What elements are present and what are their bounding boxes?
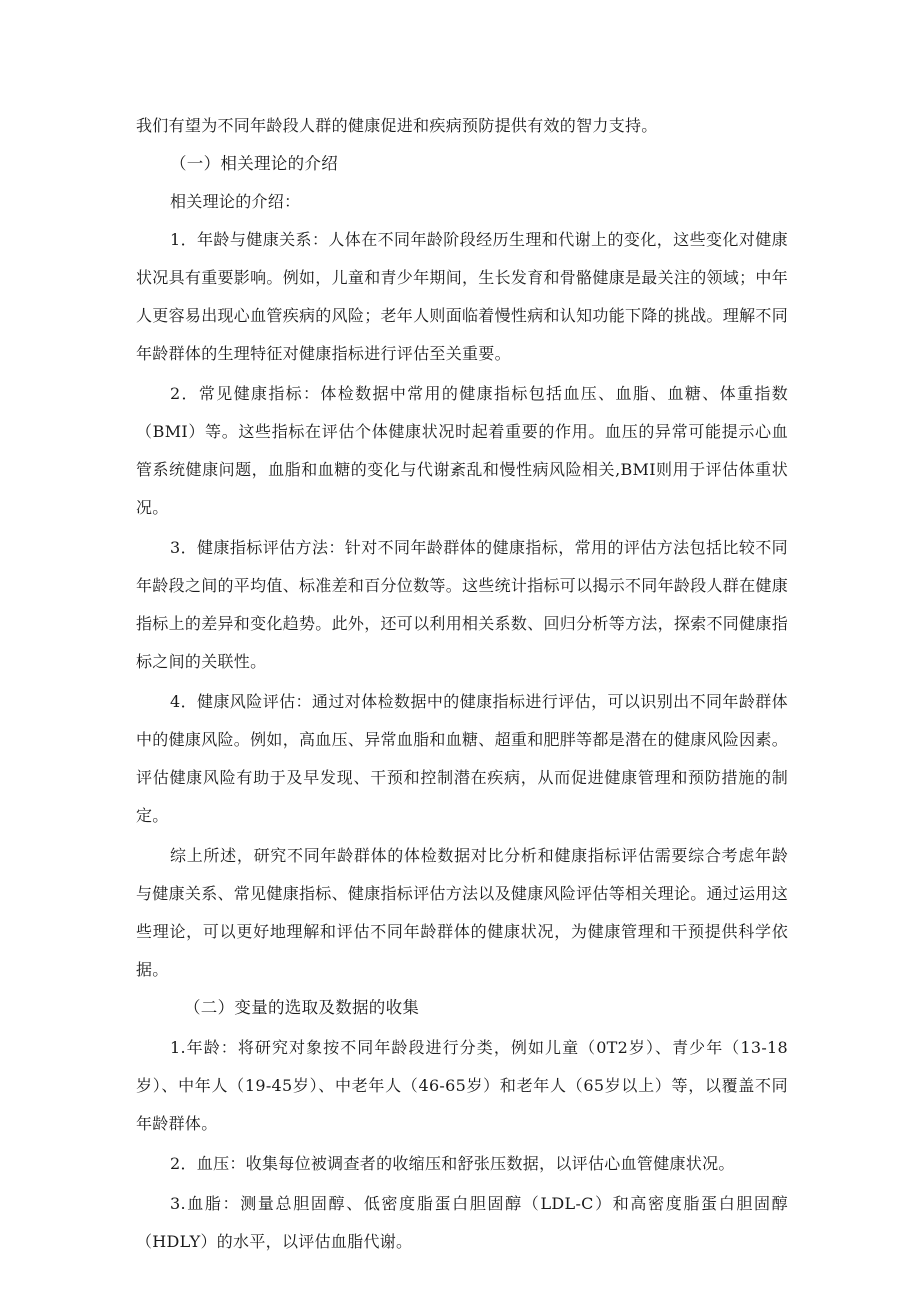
section1-item-3: 3．健康指标评估方法：针对不同年龄群体的健康指标，常用的评估方法包括比较不同年龄段之间的平均值、标准差和百分位数等。这些统计指标可以揭示不同年龄段人群在健康指标上的差异和变化趋势。此外，还可以利用相关系数、回归分析等方法，探索不同健康指标之间的关联性。	[136, 538, 789, 671]
section-heading-1: （一）相关理论的介绍	[170, 154, 338, 173]
section2-item-2: 2．血压：收集每位被调查者的收缩压和舒张压数据，以评估心血管健康状况。	[170, 1154, 735, 1173]
section2-item-3: 3.血脂：测量总胆固醇、低密度脂蛋白胆固醇（LDL-C）和高密度脂蛋白胆固醇（HDLY）的水平，以评估血脂代谢。	[136, 1194, 788, 1251]
intro-paragraph: 我们有望为不同年龄段人群的健康促进和疾病预防提供有效的智力支持。	[136, 116, 658, 135]
section1-item-2: 2．常见健康指标：体检数据中常用的健康指标包括血压、血脂、血糖、体重指数（BMI）等。这些指标在评估个体健康状况时起着重要的作用。血压的异常可能提示心血管系统健康问题，血脂和血糖的变化与代谢紊乱和慢性病风险相关,BMI则用于评估体重状况。	[136, 384, 788, 517]
section1-item-4: 4．健康风险评估：通过对体检数据中的健康指标进行评估，可以识别出不同年龄群体中的健康风险。例如，高血压、异常血脂和血糖、超重和肥胖等都是潜在的健康风险因素。评估健康风险有助于及早发现、干预和控制潜在疾病，从而促进健康管理和预防措施的制定。	[136, 692, 789, 825]
section2-item-1: 1.年龄：将研究对象按不同年龄段进行分类，例如儿童（0T2岁）、青少年（13-18岁）、中年人（19-45岁）、中老年人（46-65岁）和老年人（65岁以上）等，以覆盖不同年龄群体。	[136, 1038, 788, 1133]
section1-summary: 综上所述，研究不同年龄群体的体检数据对比分析和健康指标评估需要综合考虑年龄与健康关系、常见健康指标、健康指标评估方法以及健康风险评估等相关理论。通过运用这些理论，可以更好地理解和评估不同年龄群体的健康状况，为健康管理和干预提供科学依据。	[136, 846, 789, 979]
section1-item-1: 1．年龄与健康关系：人体在不同年龄阶段经历生理和代谢上的变化，这些变化对健康状况具有重要影响。例如，儿童和青少年期间，生长发育和骨骼健康是最关注的领域；中年人更容易出现心血管疾病的风险；老年人则面临着慢性病和认知功能下降的挑战。理解不同年龄群体的生理特征对健康指标进行评估至关重要。	[136, 230, 789, 363]
section-heading-2: （二）变量的选取及数据的收集	[184, 998, 420, 1017]
section1-lead: 相关理论的介绍：	[170, 192, 301, 211]
document-body	[136, 107, 788, 1261]
